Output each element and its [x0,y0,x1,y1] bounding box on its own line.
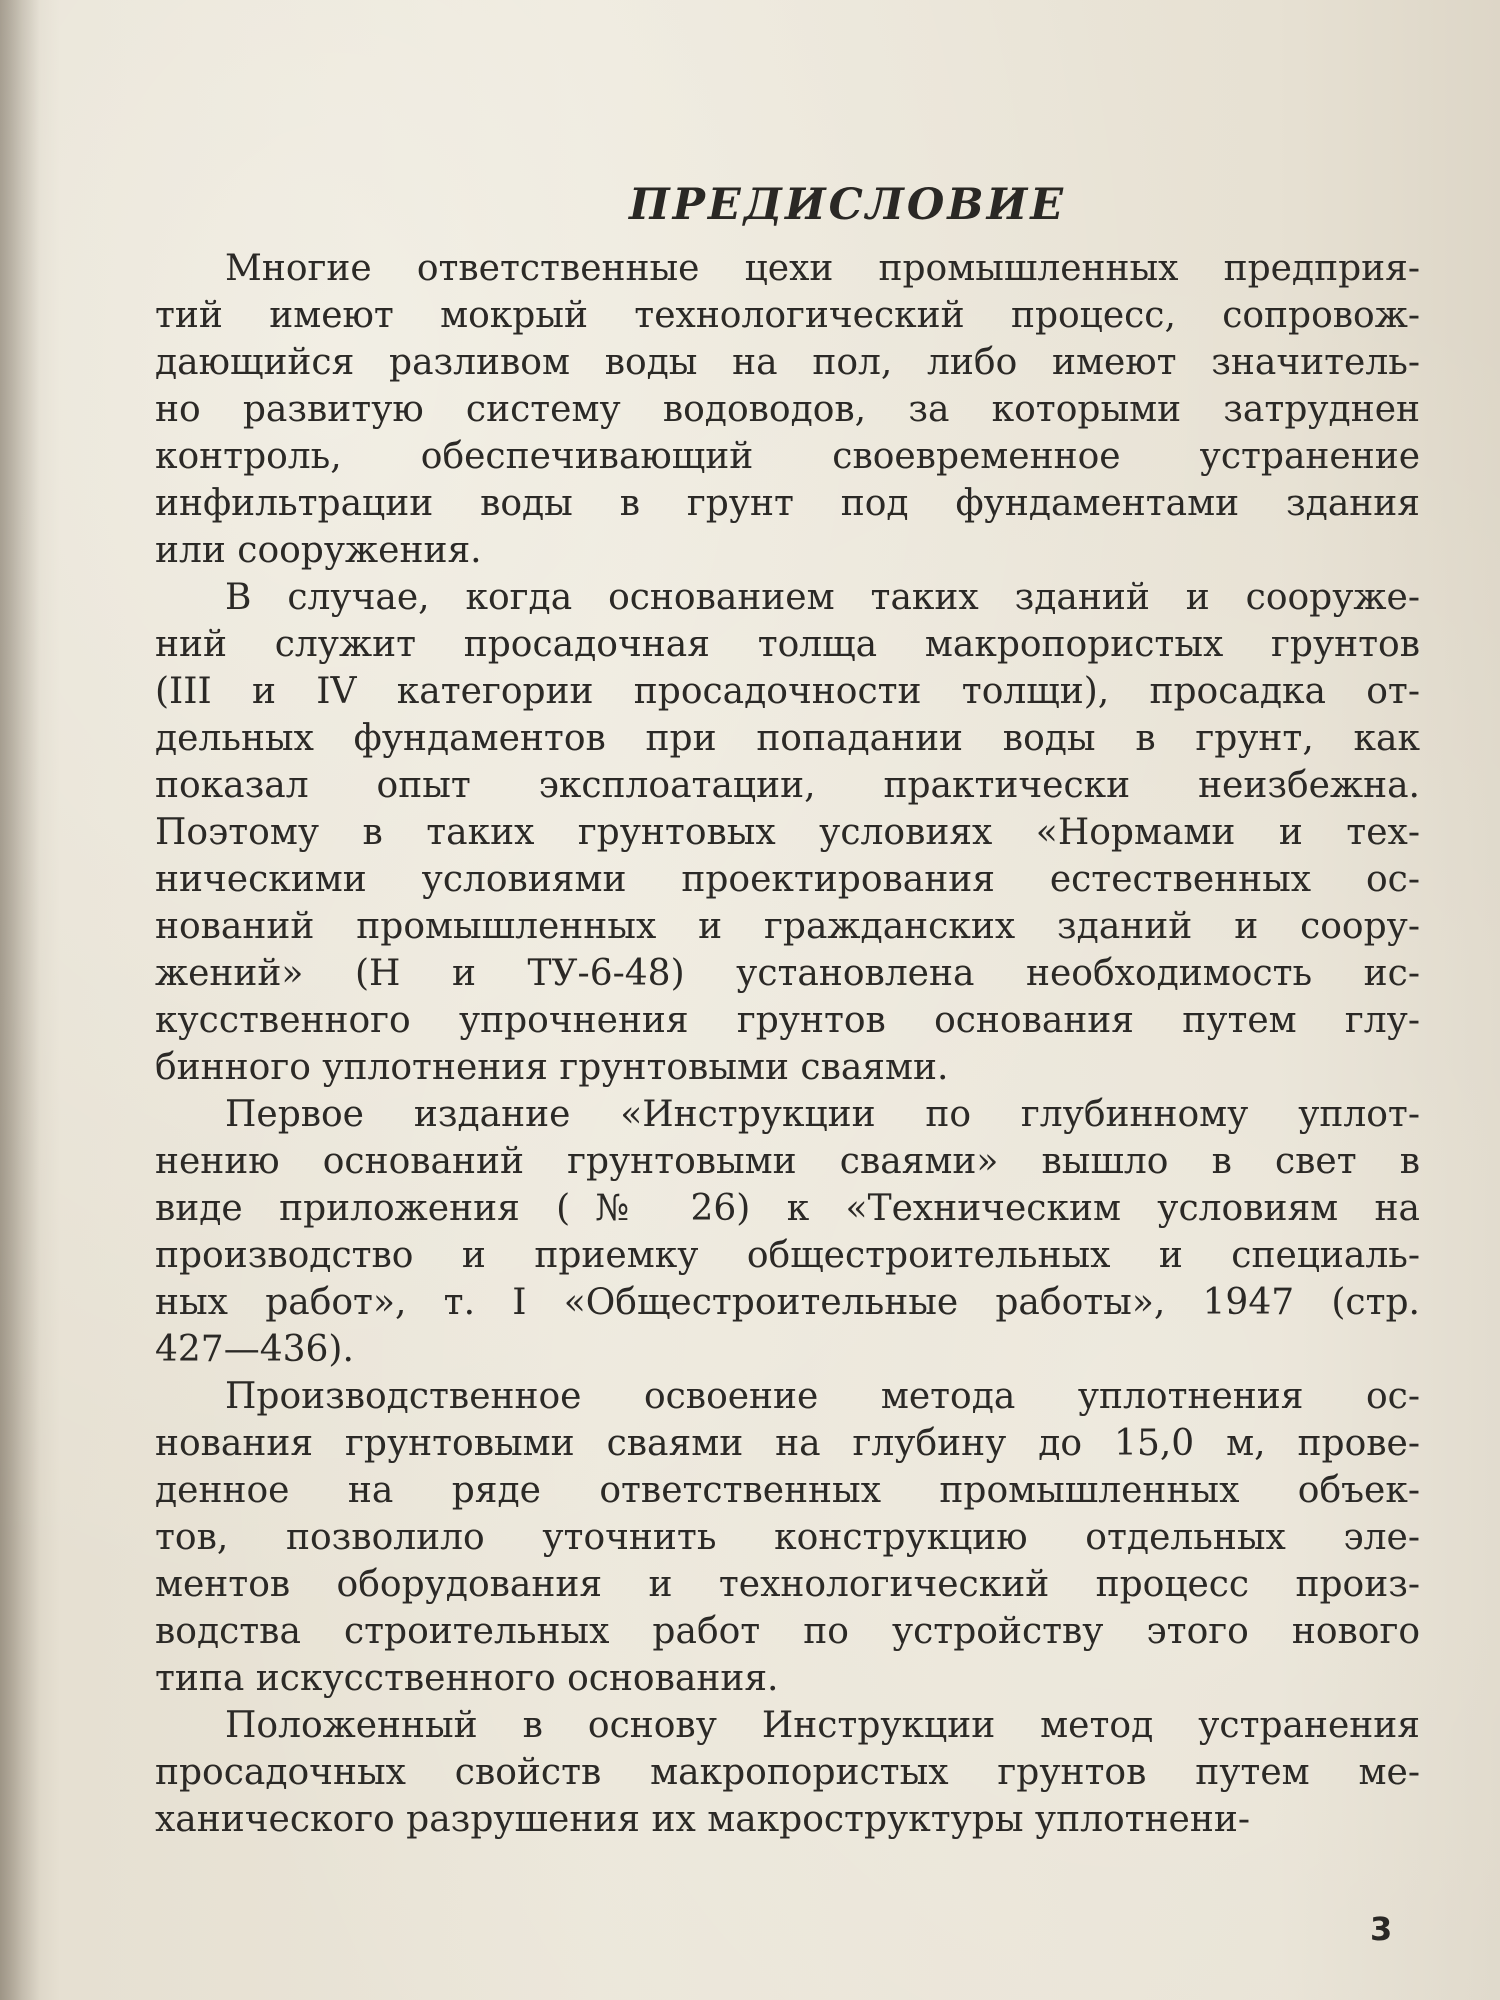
text-line: ханического разрушения их макроструктуры уплотнени- [155,1799,1251,1840]
text-line: 427—436). [155,1329,354,1370]
text-line: но развитую систему водоводов, за которыми затруднен [155,389,1420,430]
text-line: нований промышленных и гражданских зданий и соору- [155,906,1420,947]
text-line: Производственное освоение метода уплотнения ос- [225,1376,1420,1417]
text-line: Поэтому в таких грунтовых условиях «Нормами и тех- [155,812,1420,853]
text-line: виде приложения (№ 26) к «Техническим условиям на [155,1188,1420,1229]
text-line: Многие ответственные цехи промышленных предприя- [225,248,1420,289]
paragraph [155,574,1420,1091]
paragraph-container [155,245,1420,1843]
text-line: нению оснований грунтовыми сваями» вышло в свет в [155,1141,1420,1182]
text-line: показал опыт эксплоатации, практически неизбежна. [155,765,1420,806]
text-line: дельных фундаментов при попадании воды в грунт, как [155,718,1420,759]
page-title: ПРЕДИСЛОВИЕ [628,180,1067,230]
text-line: или сооружения. [155,530,482,571]
text-line: типа искусственного основания. [155,1658,779,1699]
page-number: 3 [1370,1910,1393,1948]
text-line: ническими условиями проектирования естественных ос- [155,859,1420,900]
paragraph [155,1702,1420,1843]
text-line: нования грунтовыми сваями на глубину до 15,0 м, прове- [155,1423,1420,1464]
text-line: просадочных свойств макропористых грунтов путем ме- [155,1752,1420,1793]
paragraph [155,1373,1420,1702]
text-block [155,175,1420,1843]
text-line: Первое издание «Инструкции по глубинному уплот- [225,1094,1420,1135]
paragraph [155,1091,1420,1373]
text-line: дающийся разливом воды на пол, либо имеют значитель- [155,342,1420,383]
text-line: контроль, обеспечивающий своевременное устранение [155,436,1420,477]
text-line: производство и приемку общестроительных и специаль- [155,1235,1420,1276]
page-gutter-shadow [0,0,40,2000]
text-line: (III и IV категории просадочности толщи), просадка от- [155,671,1420,712]
text-line: кусственного упрочнения грунтов основания путем глу- [155,1000,1420,1041]
text-line: ментов оборудования и технологический процесс произ- [155,1564,1420,1605]
text-line: тов, позволило уточнить конструкцию отдельных эле- [155,1517,1420,1558]
text-line: денное на ряде ответственных промышленных объек- [155,1470,1420,1511]
text-line: ний служит просадочная толща макропористых грунтов [155,624,1420,665]
text-line: Положенный в основу Инструкции метод устранения [225,1705,1420,1746]
text-line: водства строительных работ по устройству этого нового [155,1611,1420,1652]
text-line: бинного уплотнения грунтовыми сваями. [155,1047,949,1088]
text-line: инфильтрации воды в грунт под фундаментами здания [155,483,1420,524]
text-line: тий имеют мокрый технологический процесс, сопровож- [155,295,1420,336]
text-line: жений» (Н и ТУ-6-48) установлена необходимость ис- [155,953,1420,994]
text-line: ных работ», т. I «Общестроительные работы», 1947 (стр. [155,1282,1420,1323]
text-line: В случае, когда основанием таких зданий и сооруже- [225,577,1420,618]
paragraph [155,245,1420,574]
